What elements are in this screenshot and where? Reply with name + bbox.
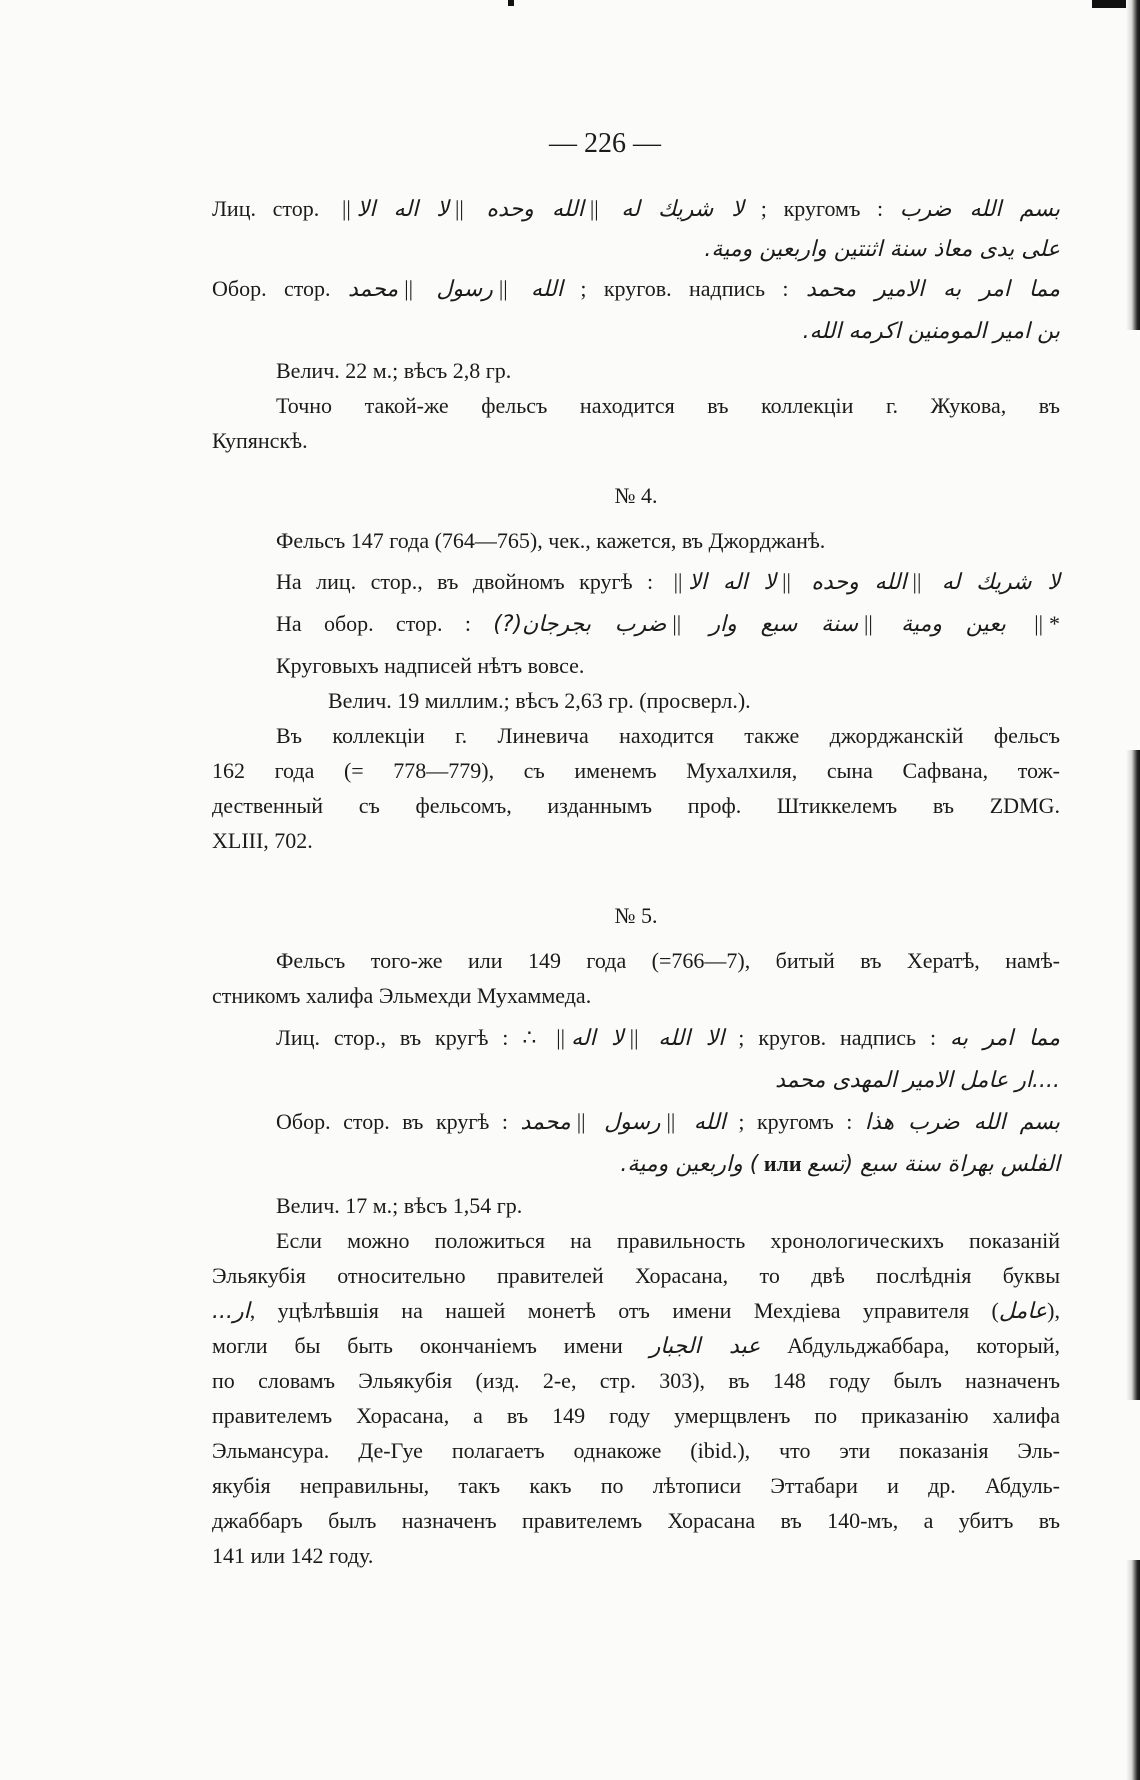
section-heading: № 4. [614,483,658,508]
or-word: или [763,1151,802,1176]
arabic-legend: رسول [604,1110,661,1135]
arabic-legend: رسول [436,277,493,302]
arabic-legend: سنة سبع وار [709,612,859,637]
page-edge-shadow [1126,0,1140,1780]
paragraph-line: дественный съ фельсомъ, изданнымъ проф. Штиккелемъ въ ZDMG. [212,793,1060,818]
arabic-line [212,235,1060,264]
arabic-legend: الله [693,1110,726,1135]
arabic-legend: على يدى معاذ سنة اثنتين واربعين ومية. [704,237,1060,262]
arabic-legend: ....ار عامل الامير المهدى محمد [775,1068,1060,1093]
text-body [212,0,1060,1780]
obverse-label: Лиц. стор., въ кругѣ : [276,1025,509,1050]
obverse-line: Лиц. стор., въ кругѣ : ∴ || الا الله ||لا اله ; кругов. надпись : مما امر به [276,1025,1061,1051]
paragraph-line: Фельсъ того-же или 149 года (=766—7), битый въ Хератѣ, намѣ- [276,948,1060,973]
edge-mark [1092,0,1126,8]
arabic-legend: بسم الله ضرب [899,197,1061,222]
arabic-legend: الا الله [658,1026,725,1051]
reverse-line: Обор. стор. الله ||رسول ||محمد ; кругов. надпись : مما امر به الامير محمد [212,276,1061,302]
arabic-line [212,317,1060,346]
reverse-label: На обор. стор. : [276,611,471,636]
arabic-legend: لا اله الا [356,197,449,222]
reverse-label: Обор. стор. [212,276,331,301]
text-fragment: могли бы быть окончаніемъ имени [212,1333,623,1358]
margin-label: ; кругомъ : [738,1109,853,1134]
paragraph-line: Круговыхъ надписей нѣтъ вовсе. [276,653,585,678]
paragraph-line: правителемъ Хорасана, а въ 149 году умерщвленъ по приказанію халифа [212,1403,1060,1428]
arabic-legend: مما امر به الامير محمد [805,277,1061,302]
arabic-legend: لا اله الا [688,570,777,595]
paragraph-line: якубія неправильны, такъ какъ по лѣтописи Эттабари и др. Абдуль- [212,1473,1060,1498]
paragraph-line: 141 или 142 году. [212,1543,374,1568]
paragraph-line [212,1297,1060,1326]
paragraph-line: XLIII, 702. [212,828,313,853]
arabic-line [212,1066,1060,1095]
paragraph-line: Если можно положиться на правильность хронологическихъ показаній [276,1228,1060,1253]
paragraph-line: Эльмансура. Де-Гуе полагаетъ однакоже (ibid.), что эти показанія Эль- [212,1438,1060,1463]
paragraph-line: джаббаръ былъ назначенъ правителемъ Хорасана въ 140-мъ, а убитъ въ [212,1508,1060,1533]
paragraph-line: Купянскѣ. [212,428,308,453]
arabic-legend: ) واربعين ومية. [620,1152,759,1177]
paragraph-line: Фельсъ 147 года (764—765), чек., кажется, въ Джорджанѣ. [276,528,826,553]
text-fragment: , уцѣлѣвшія на нашей монетѣ отъ имени Мехдіева управителя ( [249,1298,999,1323]
arabic-fragment: عبد الجبار [649,1334,761,1359]
arabic-legend: الله وحده [811,570,907,595]
reverse-label: Обор. стор. въ кругѣ : [276,1109,508,1134]
text-fragment: ), [1047,1298,1060,1323]
paragraph-line: стникомъ халифа Эльмехди Мухаммеда. [212,983,592,1008]
arabic-legend: لا اله [571,1026,624,1051]
arabic-legend: بن امير المومنين اكرمه الله. [802,319,1060,344]
arabic-legend: بعين ومية [901,612,1006,637]
arabic-legend: محمد [520,1110,571,1135]
arabic-legend: لا شريك له [941,570,1061,595]
reverse-line: Обор. стор. въ кругѣ : الله ||رسول ||محمد ; кругомъ : بسم الله ضرب هذا [276,1109,1061,1135]
arabic-line [212,1150,1060,1179]
obverse-label: На лиц. стор., въ двойномъ кругѣ : [276,569,654,594]
arabic-legend: لا شريك له [621,197,745,222]
margin-label: ; кругов. надпись : [580,276,789,301]
star-mark: * [1049,611,1061,636]
margin-label: ; кругов. надпись : [738,1025,937,1050]
arabic-legend: محمد [347,277,399,302]
arabic-legend: بسم الله ضرب هذا [864,1110,1061,1135]
arabic-fragment: ار... [212,1299,250,1324]
margin-label: ; кругомъ : [760,196,884,221]
paragraph-line: Въ коллекціи г. Линевича находится также джорджанскій фельсъ [276,723,1060,748]
paragraph-line: 162 года (= 778—779), съ именемъ Мухалхиля, сына Сафвана, тож- [212,758,1060,783]
size-weight: Велич. 19 миллим.; вѣсъ 2,63 гр. (просверл.). [328,688,751,713]
arabic-legend: الله وحده [486,197,584,222]
dots-mark: ∴ [522,1025,537,1050]
section-heading: № 5. [614,903,658,928]
obverse-label: Лиц. стор. [212,196,320,221]
arabic-legend: الفلس بهراة سنة سبع (تسع [807,1152,1060,1177]
paragraph-line: Точно такой-же фельсъ находится въ коллекціи г. Жукова, въ [276,393,1060,418]
obverse-line: На лиц. стор., въ двойномъ кругѣ : || لا شريك له ||الله وحده ||لا اله الا [276,569,1061,595]
arabic-fragment: عامل [998,1299,1048,1324]
arabic-legend: الله [531,277,563,302]
paragraph-line [212,1332,1060,1361]
arabic-legend: مما امر به [950,1026,1061,1051]
reverse-line: На обор. стор. : بعين ومية ||سنة سبع وار ||ضرب بجرجان(?) || * [276,611,1061,637]
size-weight: Велич. 22 м.; вѣсъ 2,8 гр. [276,358,512,383]
size-weight: Велич. 17 м.; вѣсъ 1,54 гр. [276,1193,523,1218]
page-number: — 226 — [549,128,661,159]
text-fragment: Абдульджаббара, который, [787,1333,1060,1358]
arabic-legend: ضرب بجرجان(?) [493,612,667,637]
obverse-line: Лиц. стор. || لا شريك له ||الله وحده ||لا اله الا ; кругомъ : بسم الله ضرب [212,196,1061,222]
paragraph-line: по словамъ Эльякубія (изд. 2-е, стр. 303), въ 148 году былъ назначенъ [212,1368,1060,1393]
paragraph-line: Эльякубія относительно правителей Хорасана, то двѣ послѣднія буквы [212,1263,1060,1288]
